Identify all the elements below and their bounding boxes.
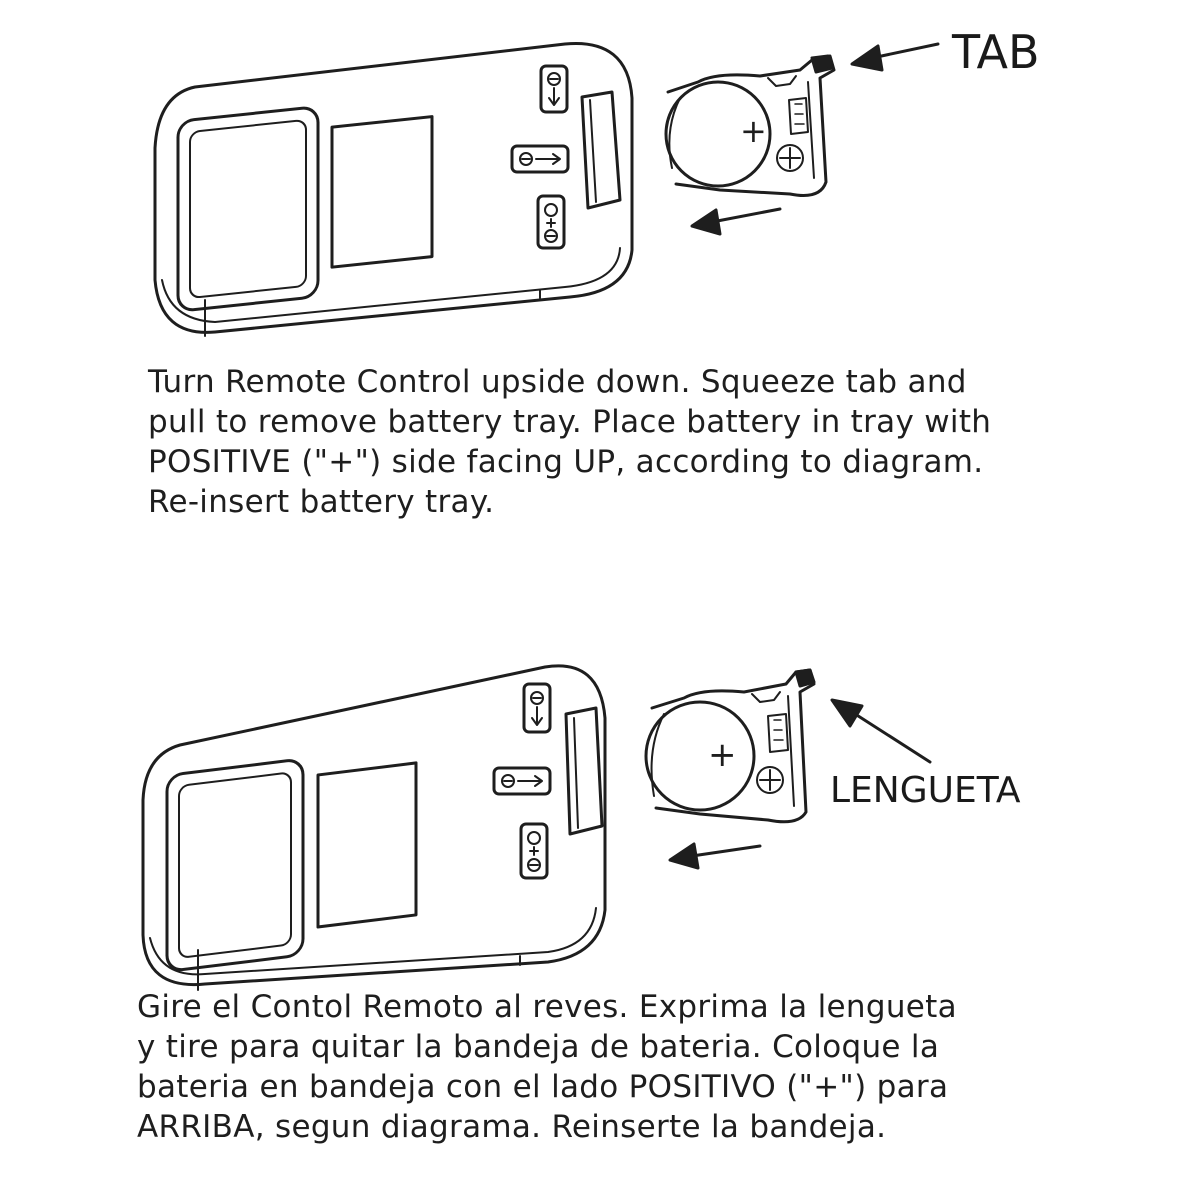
- minus-down-arrow-icon: [541, 66, 567, 112]
- insert-direction-arrow-icon: [670, 844, 760, 868]
- spanish-instruction-panel: [0, 600, 1200, 1200]
- positive-symbol: +: [740, 112, 767, 150]
- tab-callout: TAB: [952, 25, 1040, 79]
- minus-plus-icon: [538, 196, 564, 248]
- remote-battery-diagram-es: [0, 600, 1200, 1000]
- instruction-text-es: Gire el Contol Remoto al reves. Exprima la lengueta y tire para quitar la bandeja de bateria. Coloque la bateria en bandeja con el lado POSITIVO ("+") para ARRIBA, segun diagrama. Reinserte la bandeja.: [137, 989, 957, 1145]
- remote-window-right: [332, 117, 432, 268]
- minus-plus-icon: [521, 824, 547, 878]
- remote-battery-diagram-en: [0, 0, 1200, 360]
- tab-pointer-arrow-icon: [852, 44, 938, 70]
- tab-callout: LENGUETA: [830, 770, 1021, 811]
- coin-battery: [666, 82, 770, 186]
- insert-direction-arrow-icon: [692, 209, 780, 234]
- battery-slot: [582, 92, 620, 208]
- remote-control-body: [143, 666, 605, 990]
- instruction-text-en: Turn Remote Control upside down. Squeeze tab and pull to remove battery tray. Place battery in tray with POSITIVE ("+") side facing UP, according to diagram. Re-insert battery tray.: [148, 364, 992, 520]
- positive-symbol: +: [708, 735, 737, 775]
- tab-pointer-arrow-icon: [832, 700, 930, 762]
- battery-slot: [566, 708, 602, 834]
- remote-window-left: [167, 759, 303, 972]
- remote-window-left: [178, 107, 318, 312]
- minus-right-arrow-icon: [494, 768, 550, 794]
- remote-control-body: [155, 43, 632, 336]
- minus-down-arrow-icon: [524, 684, 550, 732]
- coin-battery: [646, 702, 754, 810]
- remote-window-right: [318, 763, 416, 927]
- minus-right-arrow-icon: [512, 146, 568, 172]
